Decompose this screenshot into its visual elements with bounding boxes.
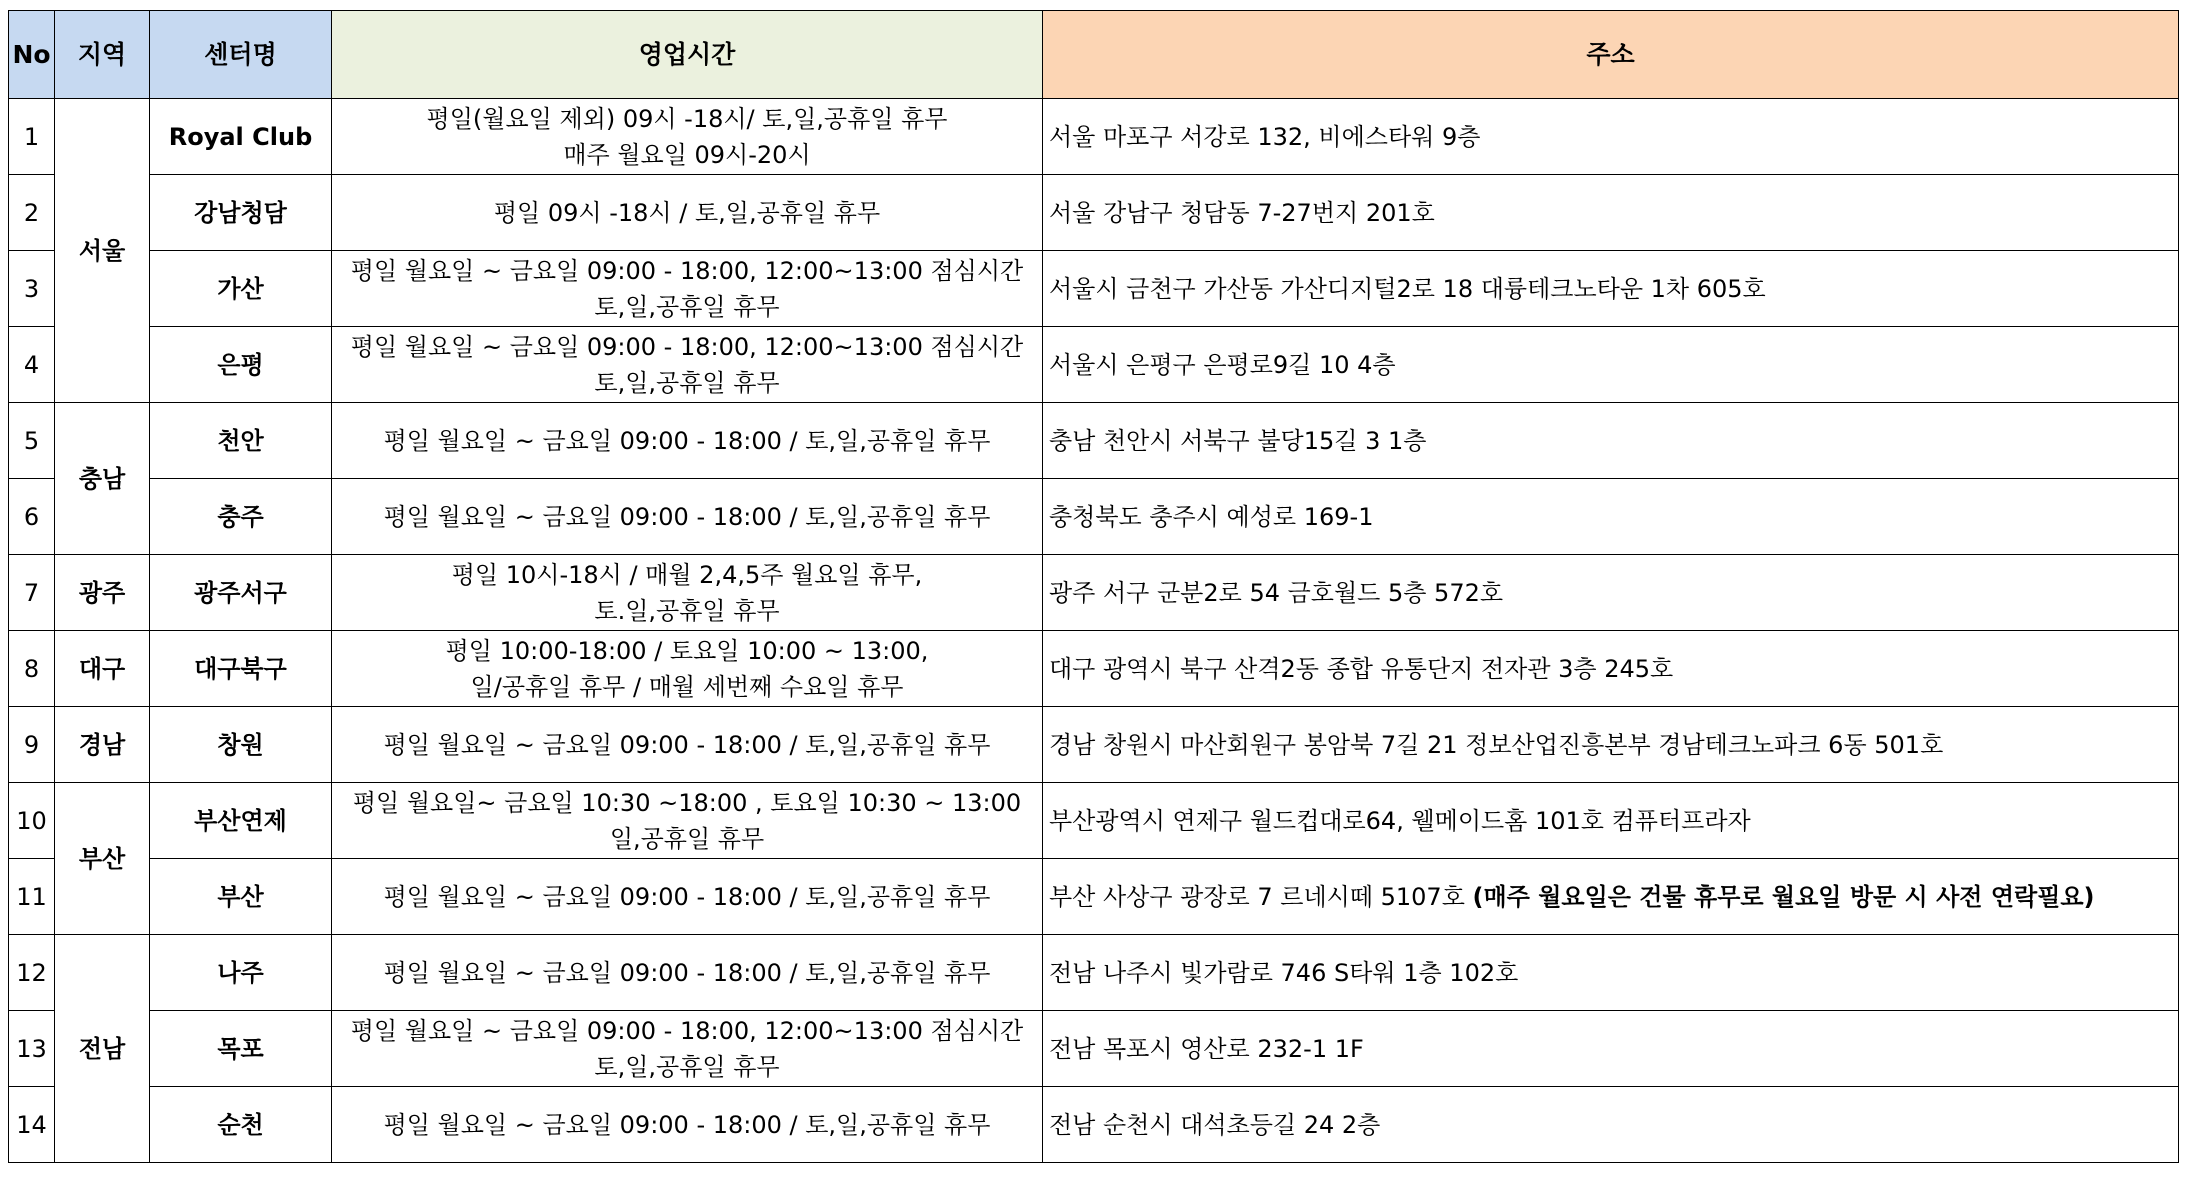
business-hours (332, 631, 1043, 707)
address: 충청북도 충주시 예성로 169-1 (1043, 479, 2179, 555)
address-note: (매주 월요일은 건물 휴무로 월요일 방문 시 사전 연락필요) (1472, 882, 2095, 911)
address-text: 부산 사상구 광장로 7 르네시떼 5107호 (1049, 882, 1473, 911)
header-business-hours: 영업시간 (332, 11, 1043, 99)
center-name: 가산 (150, 251, 332, 327)
table-row (9, 175, 2179, 251)
region-cell: 전남 (55, 935, 150, 1163)
hours-line: 평일 월요일 ~ 금요일 09:00 - 18:00, 12:00~13:00 점심시간 (350, 332, 1024, 361)
hours-line: 평일 월요일 ~ 금요일 09:00 - 18:00 / 토,일,공휴일 휴무 (383, 1110, 991, 1139)
center-name: 강남청담 (150, 175, 332, 251)
row-number: 8 (9, 631, 55, 707)
row-number: 2 (9, 175, 55, 251)
row-number: 1 (9, 99, 55, 175)
table-row (9, 935, 2179, 1011)
business-hours (332, 251, 1043, 327)
center-name: 목포 (150, 1011, 332, 1087)
center-name: 충주 (150, 479, 332, 555)
header-address: 주소 (1043, 11, 2179, 99)
hours-line: 일/공휴일 휴무 / 매월 세번째 수요일 휴무 (470, 672, 904, 701)
business-hours (332, 479, 1043, 555)
table-row (9, 1011, 2179, 1087)
region-cell: 경남 (55, 707, 150, 783)
header-row (9, 11, 2179, 99)
address: 서울 강남구 청담동 7-27번지 201호 (1043, 175, 2179, 251)
address: 서울시 은평구 은평로9길 10 4층 (1043, 327, 2179, 403)
table-row (9, 99, 2179, 175)
hours-line: 토,일,공휴일 휴무 (594, 1052, 780, 1081)
table-row (9, 631, 2179, 707)
business-hours (332, 327, 1043, 403)
address: 서울 마포구 서강로 132, 비에스타워 9층 (1043, 99, 2179, 175)
center-name: Royal Club (150, 99, 332, 175)
table-row (9, 859, 2179, 935)
center-name: 부산연제 (150, 783, 332, 859)
center-name: 나주 (150, 935, 332, 1011)
address: 경남 창원시 마산회원구 봉암북 7길 21 정보산업진흥본부 경남테크노파크 6동 501호 (1043, 707, 2179, 783)
address: 충남 천안시 서북구 불당15길 3 1층 (1043, 403, 2179, 479)
table-row (9, 403, 2179, 479)
hours-line: 일,공휴일 휴무 (609, 824, 765, 853)
address: 전남 나주시 빛가람로 746 S타워 1층 102호 (1043, 935, 2179, 1011)
business-hours (332, 99, 1043, 175)
hours-line: 평일 10시-18시 / 매월 2,4,5주 월요일 휴무, (451, 560, 923, 589)
row-number: 6 (9, 479, 55, 555)
region-cell: 대구 (55, 631, 150, 707)
row-number: 10 (9, 783, 55, 859)
hours-line: 토,일,공휴일 휴무 (594, 368, 780, 397)
address: 서울시 금천구 가산동 가산디지털2로 18 대륭테크노타운 1차 605호 (1043, 251, 2179, 327)
address (1043, 859, 2179, 935)
hours-line: 토.일,공휴일 휴무 (594, 596, 780, 625)
table-row (9, 1087, 2179, 1163)
hours-line: 평일 월요일 ~ 금요일 09:00 - 18:00 / 토,일,공휴일 휴무 (383, 882, 991, 911)
table-row (9, 251, 2179, 327)
row-number: 5 (9, 403, 55, 479)
hours-line: 평일 월요일 ~ 금요일 09:00 - 18:00 / 토,일,공휴일 휴무 (383, 730, 991, 759)
business-hours (332, 783, 1043, 859)
region-cell: 부산 (55, 783, 150, 935)
business-hours (332, 935, 1043, 1011)
hours-line: 토,일,공휴일 휴무 (594, 292, 780, 321)
address: 대구 광역시 북구 산격2동 종합 유통단지 전자관 3층 245호 (1043, 631, 2179, 707)
hours-line: 평일 월요일 ~ 금요일 09:00 - 18:00 / 토,일,공휴일 휴무 (383, 958, 991, 987)
row-number: 9 (9, 707, 55, 783)
hours-line: 평일 월요일 ~ 금요일 09:00 - 18:00, 12:00~13:00 점심시간 (350, 1016, 1024, 1045)
business-hours (332, 403, 1043, 479)
table-row (9, 555, 2179, 631)
address: 전남 목포시 영산로 232-1 1F (1043, 1011, 2179, 1087)
table-row (9, 327, 2179, 403)
address: 전남 순천시 대석초등길 24 2층 (1043, 1087, 2179, 1163)
region-cell: 서울 (55, 99, 150, 403)
row-number: 3 (9, 251, 55, 327)
hours-line: 평일 월요일~ 금요일 10:30 ~18:00 , 토요일 10:30 ~ 13:00 (352, 788, 1022, 817)
row-number: 13 (9, 1011, 55, 1087)
center-name: 부산 (150, 859, 332, 935)
row-number: 4 (9, 327, 55, 403)
center-name: 은평 (150, 327, 332, 403)
region-cell: 광주 (55, 555, 150, 631)
center-name: 창원 (150, 707, 332, 783)
address: 부산광역시 연제구 월드컵대로64, 웰메이드홈 101호 컴퓨터프라자 (1043, 783, 2179, 859)
business-hours (332, 555, 1043, 631)
business-hours (332, 1011, 1043, 1087)
service-center-table (8, 10, 2179, 1163)
hours-line: 평일 월요일 ~ 금요일 09:00 - 18:00 / 토,일,공휴일 휴무 (383, 502, 991, 531)
header-center-name: 센터명 (150, 11, 332, 99)
center-name: 천안 (150, 403, 332, 479)
hours-line: 평일 월요일 ~ 금요일 09:00 - 18:00 / 토,일,공휴일 휴무 (383, 426, 991, 455)
hours-line: 매주 월요일 09시-20시 (563, 140, 811, 169)
business-hours (332, 1087, 1043, 1163)
center-name: 순천 (150, 1087, 332, 1163)
header-no: No (9, 11, 55, 99)
table-row (9, 479, 2179, 555)
row-number: 14 (9, 1087, 55, 1163)
business-hours (332, 859, 1043, 935)
address: 광주 서구 군분2로 54 금호월드 5층 572호 (1043, 555, 2179, 631)
center-name: 광주서구 (150, 555, 332, 631)
row-number: 11 (9, 859, 55, 935)
table-row (9, 707, 2179, 783)
business-hours (332, 707, 1043, 783)
header-region: 지역 (55, 11, 150, 99)
hours-line: 평일 09시 -18시 / 토,일,공휴일 휴무 (493, 198, 881, 227)
region-cell: 충남 (55, 403, 150, 555)
business-hours (332, 175, 1043, 251)
table-row (9, 783, 2179, 859)
hours-line: 평일 10:00-18:00 / 토요일 10:00 ~ 13:00, (445, 636, 929, 665)
hours-line: 평일(월요일 제외) 09시 -18시/ 토,일,공휴일 휴무 (426, 104, 948, 133)
row-number: 7 (9, 555, 55, 631)
row-number: 12 (9, 935, 55, 1011)
center-name: 대구북구 (150, 631, 332, 707)
hours-line: 평일 월요일 ~ 금요일 09:00 - 18:00, 12:00~13:00 점심시간 (350, 256, 1024, 285)
